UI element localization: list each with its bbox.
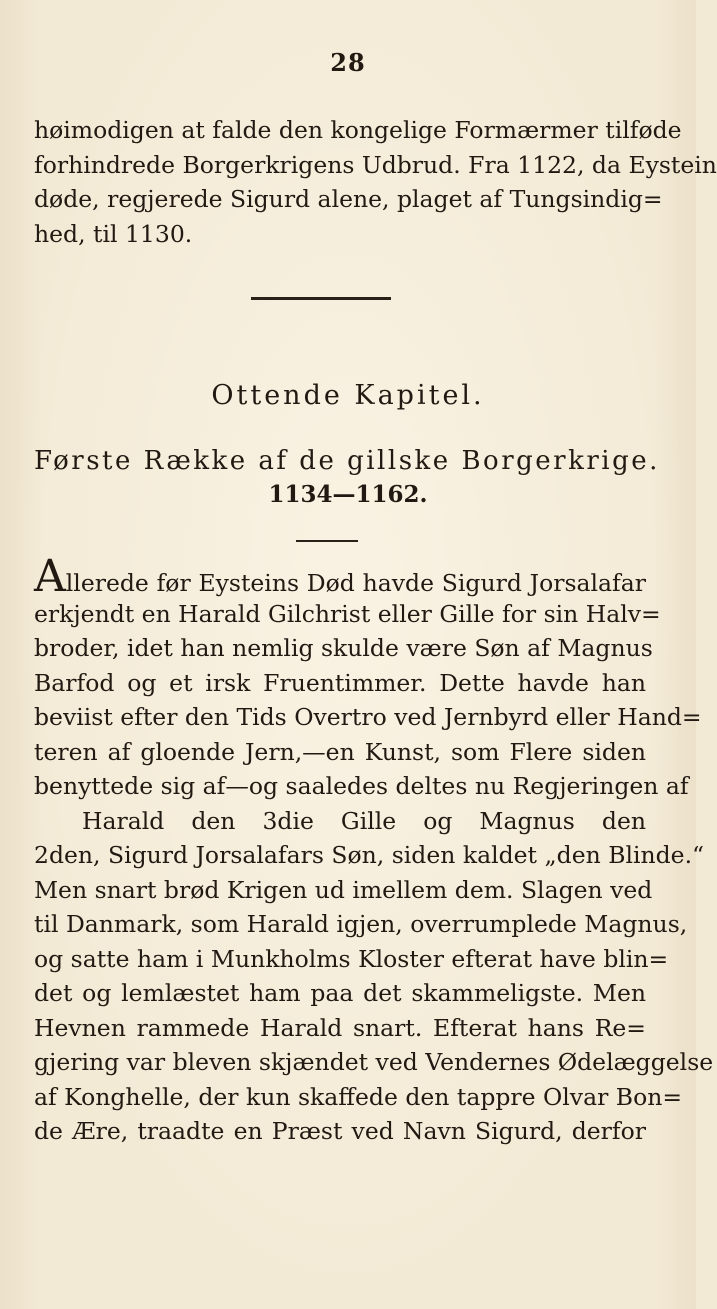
chapter-title: Ottende Kapitel.	[211, 380, 485, 411]
text-line: broder, idet han nemlig skulde være Søn af Magnus	[34, 634, 653, 662]
intro-paragraph	[34, 113, 717, 251]
text-line: Barfod og et irsk Fruentimmer. Dette havde han	[34, 668, 646, 697]
text-line: 2den, Sigurd Jorsalafars Søn, siden kaldet „den Blinde.“	[34, 841, 705, 869]
section-divider	[251, 297, 391, 300]
first-text-line	[34, 551, 646, 602]
text-line: erkjendt en Harald Gilchrist eller Gille for sin Halv=	[34, 599, 661, 628]
page-number: 28	[330, 48, 366, 77]
drop-cap: A	[34, 551, 66, 602]
text-line: beviist efter den Tids Overtro ved Jernbyrd eller Hand=	[34, 703, 702, 731]
title-divider	[296, 540, 358, 542]
text-line: til Danmark, som Harald igjen, overrumplede Magnus,	[34, 910, 688, 938]
text-line: Men snart brød Krigen ud imellem dem. Slagen ved	[34, 875, 653, 904]
text-line: høimodigen at falde den kongelige Formærmer tilføde	[34, 116, 682, 144]
text-line: Harald den 3die Gille og Magnus den	[82, 806, 646, 835]
text-line: gjering var bleven skjændet ved Vendernes Ødelæggelse	[34, 1048, 714, 1076]
section-title: Første Række af de gillske Borgerkrige.	[34, 446, 660, 476]
year-range: 1134—1162.	[268, 481, 428, 508]
body-paragraph	[34, 551, 714, 1149]
text-line: forhindrede Borgerkrigens Udbrud. Fra 1122, da Eystein	[34, 150, 717, 179]
text-line: døde, regjerede Sigurd alene, plaget af Tungsindig=	[34, 185, 663, 213]
first-line-text: llerede før Eysteins Død havde Sigurd Jorsalafar	[65, 569, 646, 597]
text-line: hed, til 1130.	[34, 219, 193, 248]
text-line: det og lemlæstet ham paa det skammeligste. Men	[34, 979, 646, 1007]
text-line: Hevnen rammede Harald snart. Efterat hans Re=	[34, 1013, 646, 1042]
text-line: af Konghelle, der kun skaffede den tappre Olvar Bon=	[34, 1082, 683, 1111]
text-line: benyttede sig af—og saaledes deltes nu Regjeringen af	[34, 772, 689, 800]
text-line: teren af gloende Jern,—en Kunst, som Flere siden	[34, 737, 646, 766]
text-line: de Ære, traadte en Præst ved Navn Sigurd, derfor	[34, 1117, 646, 1145]
text-line: og satte ham i Munkholms Kloster efterat have blin=	[34, 944, 669, 973]
